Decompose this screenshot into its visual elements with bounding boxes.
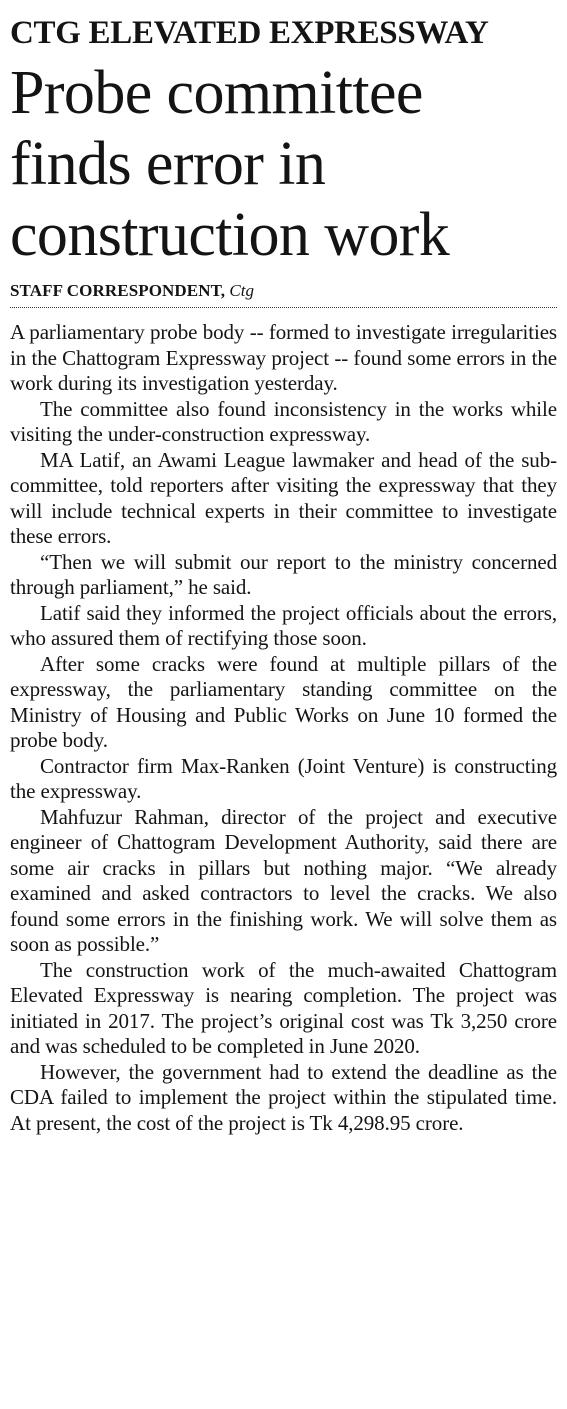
paragraph: However, the government had to extend the deadline as the CDA failed to implement the project within the stipulated time. At present, the cost of the project is Tk 4,298.95 crore. bbox=[10, 1059, 557, 1135]
paragraph: After some cracks were found at multiple pillars of the expressway, the parliamentary standing committee on the Ministry of Housing and Public Works on June 10 formed the probe body. bbox=[10, 651, 557, 752]
byline-author: STAFF CORRESPONDENT, bbox=[10, 281, 226, 300]
paragraph: The committee also found inconsistency in the works while visiting the under-construction expressway. bbox=[10, 396, 557, 446]
dotted-divider bbox=[10, 307, 557, 308]
section-kicker: CTG ELEVATED EXPRESSWAY bbox=[10, 15, 489, 51]
byline-location: Ctg bbox=[229, 281, 254, 300]
byline bbox=[10, 280, 557, 302]
paragraph: Contractor firm Max-Ranken (Joint Venture) is constructing the expressway. bbox=[10, 753, 557, 803]
headline: Probe committee finds error in construction work bbox=[10, 59, 450, 269]
paragraph: Mahfuzur Rahman, director of the project and executive engineer of Chattogram Development Authority, said there are some air cracks in pillars but nothing major. “We already examined and asked contractors to level the cracks. We also found some errors in the finishing work. We will solve them as soon as possible.” bbox=[10, 804, 557, 956]
paragraph: The construction work of the much-awaited Chattogram Elevated Expressway is nearing completion. The project was initiated in 2017. The project’s original cost was Tk 3,250 crore and was scheduled to be completed in June 2020. bbox=[10, 957, 557, 1058]
article-body bbox=[10, 320, 557, 1136]
paragraph: Latif said they informed the project officials about the errors, who assured them of rectifying those soon. bbox=[10, 600, 557, 650]
paragraph: A parliamentary probe body -- formed to investigate irregularities in the Chattogram Expressway project -- found some errors in the work during its investigation yesterday. bbox=[10, 320, 557, 395]
paragraph: “Then we will submit our report to the ministry concerned through parliament,” he said. bbox=[10, 549, 557, 599]
news-article bbox=[10, 14, 557, 1136]
paragraph: MA Latif, an Awami League lawmaker and head of the sub-committee, told reporters after visiting the expressway that they will include technical experts in their committee to investigate these errors. bbox=[10, 447, 557, 548]
